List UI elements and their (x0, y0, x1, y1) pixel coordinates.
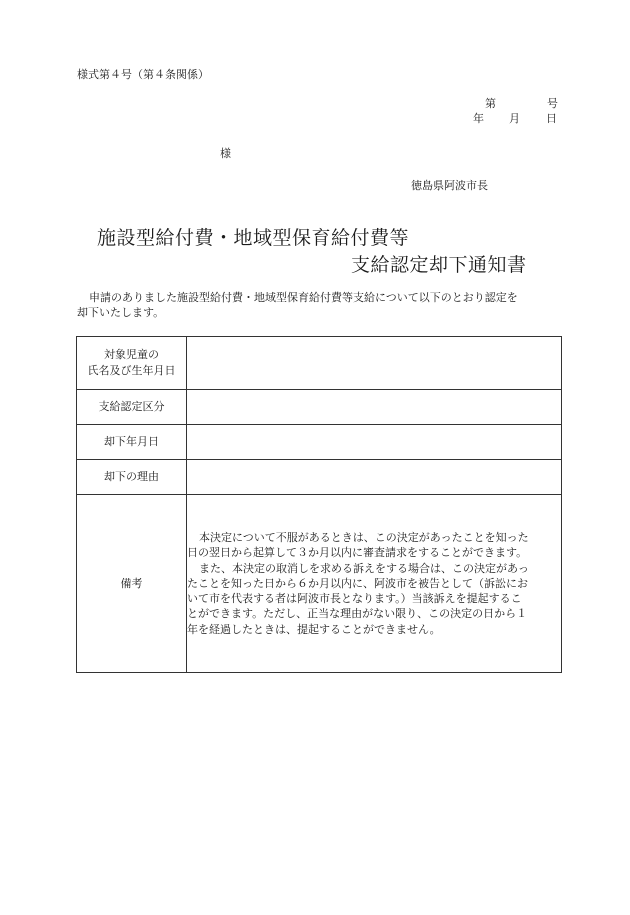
category-value[interactable] (187, 390, 562, 425)
remarks-label: 備考 (77, 495, 187, 673)
addressee-suffix: 様 (220, 147, 231, 160)
notice-table (76, 336, 562, 673)
issuer-name: 徳島県阿波市長 (411, 179, 488, 192)
remarks-text (187, 495, 562, 673)
document-title-line2: 支給認定却下通知書 (351, 254, 527, 276)
document-number-suffix: 号 (547, 97, 558, 110)
remarks-line: たことを知った日から６か月以内に、阿波市を被告として（訴訟にお (187, 576, 528, 590)
table-row-child (77, 337, 562, 390)
remarks-line: また、本決定の取消しを求める訴えをする場合は、この決定があっ (199, 561, 529, 575)
table-row-category (77, 390, 562, 425)
child-info-label-line2: 氏名及び生年月日 (87, 364, 176, 377)
child-info-value[interactable] (187, 337, 562, 390)
document-number-prefix: 第 (485, 97, 496, 110)
rejection-date-value[interactable] (187, 425, 562, 460)
intro-text (77, 290, 567, 320)
table-row-rejection-date (77, 425, 562, 460)
date-month: 月 (509, 112, 520, 125)
table-row-remarks (77, 495, 562, 673)
date-day: 日 (546, 112, 557, 125)
intro-line1: 申請のありました施設型給付費・地域型保育給付費等支給について以下のとおり認定を (89, 291, 518, 304)
form-number: 様式第４号（第４条関係） (77, 68, 209, 81)
rejection-reason-label: 却下の理由 (77, 460, 187, 495)
remarks-line: とができます。ただし、正当な理由がない限り、この決定の日から１ (187, 607, 528, 621)
document-title-line1: 施設型給付費・地域型保育給付費等 (97, 227, 410, 249)
child-info-label-line1: 対象児童の (104, 348, 159, 361)
child-info-label (77, 337, 187, 390)
category-label: 支給認定区分 (77, 390, 187, 425)
remarks-line: 本決定について不服があるときは、この決定があったことを知った (199, 531, 529, 545)
table-row-rejection-reason (77, 460, 562, 495)
document-number-block (470, 96, 560, 126)
date-year: 年 (473, 112, 484, 125)
rejection-reason-value[interactable] (187, 460, 562, 495)
remarks-line: 日の翌日から起算して３か月以内に審査請求をすることができます。 (187, 546, 528, 560)
remarks-line: 年を経過したときは、提起することができません。 (187, 622, 441, 636)
intro-line2: 却下いたします。 (77, 306, 165, 319)
remarks-line: いて市を代表する者は阿波市長となります。）当該訴えを提起するこ (187, 592, 522, 606)
rejection-date-label: 却下年月日 (77, 425, 187, 460)
